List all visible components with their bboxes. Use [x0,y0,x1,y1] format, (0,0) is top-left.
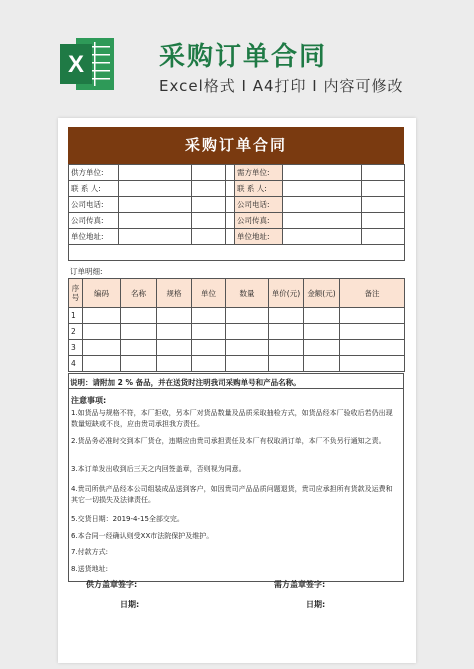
table-row [69,308,405,324]
col-spec: 规格 [157,279,192,308]
page-subtitle: Excel格式 I A4打印 I 内容可修改 [159,77,404,95]
clause-3: 3.本订单发出收到后三天之内回签盖章，否则视为同意。 [71,465,246,473]
supplier-address-label: 单位地址: [69,229,119,245]
order-items-header [69,279,405,308]
clause-8: 8.送货地址: [71,565,109,573]
col-index: 序号 [69,279,83,308]
buyer-address-label: 单位地址: [235,229,283,245]
col-remarks: 备注 [340,279,405,308]
supplier-sign-label: 供方盖章签字: [86,580,138,589]
clause-1: 1.如货品与规格不符，本厂拒收，另本厂对货品数量及品质采取抽检方式，如货品经本厂验收后若仍出现数量短缺或不良，应由贵司承担我方责任。 [71,409,393,428]
buyer-contact-label: 联 系 人: [235,181,283,197]
page-title: 采购订单合同 [159,42,328,72]
col-name: 名称 [121,279,157,308]
supplier-fax-cell[interactable] [119,213,192,229]
excel-logo-icon [58,34,118,94]
order-details-title: 订单明细: [70,267,103,276]
party-info-table [68,164,405,261]
col-quantity: 数量 [226,279,269,308]
clause-4: 4.贵司所供产品经本公司组装成品送到客户，如因贵司产品品质问题退货，贵司应承担所有货款及运费和其它一切损失及法律责任。 [71,485,393,504]
col-code: 编码 [83,279,121,308]
clause-2: 2.货品务必准时交到本厂货仓，违期应由贵司承担责任及本厂有权取消订单，本厂不负另行通知之责。 [71,437,386,445]
supplier-address-cell[interactable] [119,229,192,245]
table-row [69,324,405,340]
divider [68,388,404,389]
buyer-address-cell[interactable] [283,229,362,245]
contract-sheet [58,118,416,663]
spacer-row [69,245,405,261]
supplier-fax-label: 公司传真: [69,213,119,229]
attention-title: 注意事项: [71,396,107,405]
excel-logo-letter: X [67,51,85,78]
buyer-unit-cell[interactable] [283,165,362,181]
buyer-phone-label: 公司电话: [235,197,283,213]
clause-6: 6.本合同一经确认则受XX市法院保护及维护。 [71,532,214,540]
buyer-phone-cell[interactable] [283,197,362,213]
col-unit-price: 单价(元) [269,279,304,308]
col-amount: 金额(元) [304,279,340,308]
buyer-sign-label: 需方盖章签字: [274,580,326,589]
row-number: 2 [69,324,83,340]
table-row [69,356,405,372]
buyer-date-label: 日期: [306,600,326,609]
buyer-unit-label: 需方单位: [235,165,283,181]
clause-7: 7.付款方式: [71,548,109,556]
form-title: 采购订单合同 [68,127,404,164]
row-number: 4 [69,356,83,372]
row-number: 1 [69,308,83,324]
row-number: 3 [69,340,83,356]
clause-5: 5.交货日期：2019-4-15全部交完。 [71,515,184,523]
buyer-fax-cell[interactable] [283,213,362,229]
supplier-unit-label: 供方单位: [69,165,119,181]
supplier-phone-label: 公司电话: [69,197,119,213]
supplier-unit-cell[interactable] [119,165,192,181]
buyer-fax-label: 公司传真: [235,213,283,229]
supplier-phone-cell[interactable] [119,197,192,213]
buyer-contact-cell[interactable] [283,181,362,197]
spare-parts-note: 说明：请附加 2 % 备品，并在送货时注明我司采购单号和产品名称。 [70,378,301,387]
order-items-table [68,278,405,372]
supplier-contact-cell[interactable] [119,181,192,197]
table-row [69,340,405,356]
supplier-date-label: 日期: [120,600,140,609]
col-unit: 单位 [192,279,226,308]
supplier-contact-label: 联 系 人: [69,181,119,197]
